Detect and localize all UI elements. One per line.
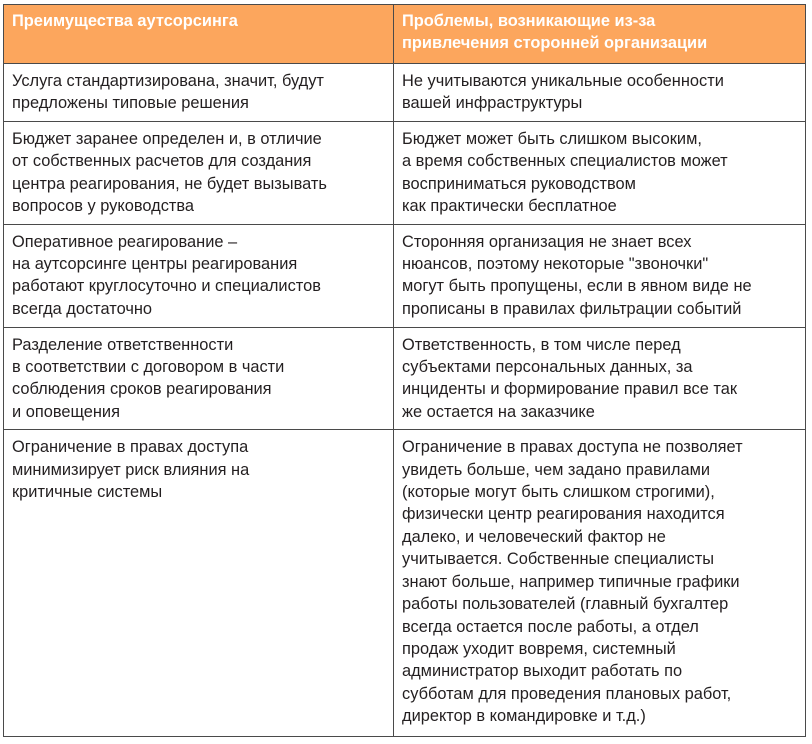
table-row [4,122,806,225]
advantage-cell: Ограничение в правах доступа минимизирует риск влияния на критичные системы [4,430,394,737]
problem-cell: Не учитываются уникальные особенности вашей инфраструктуры [394,64,806,122]
table-row [4,327,806,430]
comparison-table-container [3,4,805,737]
header-advantages: Преимущества аутсорсинга [4,5,394,64]
problem-cell: Ответственность, в том числе перед субъектами персональных данных, за инциденты и формирование правил все так же остается на заказчике [394,327,806,430]
header-problems: Проблемы, возникающие из-за привлечения сторонней организации [394,5,806,64]
table-row [4,430,806,737]
header-row [4,5,806,64]
advantage-cell: Разделение ответственности в соответствии с договором в части соблюдения сроков реагирования и оповещения [4,327,394,430]
advantage-cell: Оперативное реагирование – на аутсорсинге центры реагирования работают круглосуточно и специалистов всегда достаточно [4,224,394,327]
advantage-cell: Бюджет заранее определен и, в отличие от собственных расчетов для создания центра реагирования, не будет вызывать вопросов у руководства [4,122,394,225]
table-row [4,64,806,122]
problem-cell: Ограничение в правах доступа не позволяет увидеть больше, чем задано правилами (которые могут быть слишком строгими), физически центр реагирования находится далеко, и человеческий фактор не учитывается. Собственные специалисты знают больше, например типичные графики работы пользователей (главный бухгалтер всегда остается после работы, а отдел продаж уходит вовремя, системный администратор выходит работать по субботам для проведения плановых работ, директор в командировке и т.д.) [394,430,806,737]
problem-cell: Бюджет может быть слишком высоким, а время собственных специалистов может восприниматься руководством как практически бесплатное [394,122,806,225]
outsourcing-comparison-table [3,4,806,737]
problem-cell: Сторонняя организация не знает всех нюансов, поэтому некоторые "звоночки" могут быть пропущены, если в явном виде не прописаны в правилах фильтрации событий [394,224,806,327]
table-row [4,224,806,327]
advantage-cell: Услуга стандартизирована, значит, будут предложены типовые решения [4,64,394,122]
